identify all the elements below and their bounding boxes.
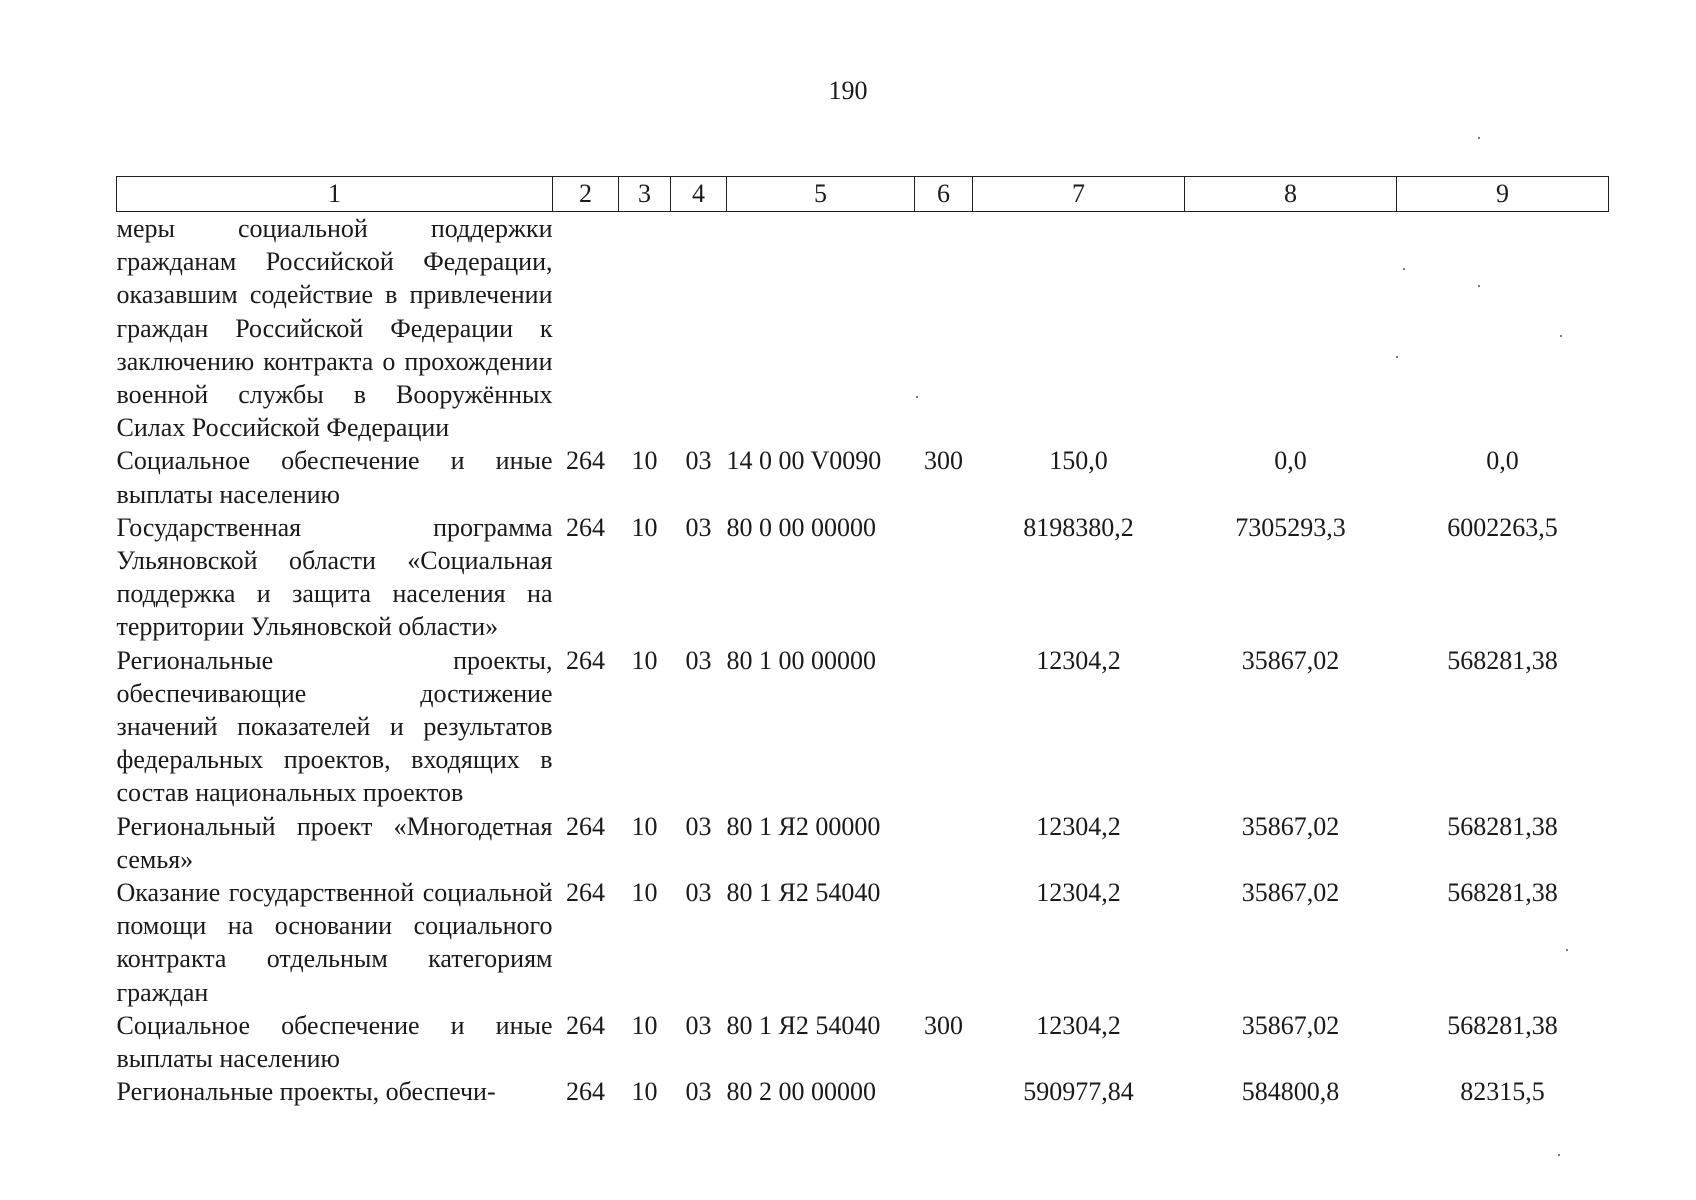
header-col-4: 4 — [671, 177, 727, 212]
row-section: 10 — [631, 1077, 658, 1107]
row-name: Региональные проекты, обеспечи- — [116, 1077, 496, 1107]
table-row — [117, 810, 1609, 876]
row-subsection: 03 — [685, 1077, 712, 1107]
row-amount-3: 568281,38 — [1447, 645, 1558, 675]
row-section: 10 — [631, 1010, 658, 1040]
scan-speck — [1396, 356, 1398, 358]
row-expense-type — [915, 876, 973, 1009]
row-amount-2: 7305293,3 — [1235, 512, 1346, 542]
row-name: Региональные проекты, обеспечивающие достижение значений показателей и результатов федеральных проектов, входящих в состав национальных проектов — [116, 645, 553, 808]
row-amount-2: 35867,02 — [1241, 1010, 1340, 1040]
row-amount-2: 35867,02 — [1241, 645, 1340, 675]
row-expense-type — [915, 810, 973, 876]
row-amount-3: 568281,38 — [1447, 878, 1558, 908]
table-row — [117, 876, 1609, 1009]
row-amount-1: 590977,84 — [1023, 1077, 1134, 1107]
row-section: 10 — [631, 878, 658, 908]
row-name: Социальное обеспечение и иные выплаты населению — [116, 1010, 553, 1074]
row-subsection: 03 — [685, 878, 712, 908]
row-target-code: 80 1 Я2 54040 — [726, 878, 881, 908]
header-col-6: 6 — [915, 177, 973, 212]
header-col-5: 5 — [727, 177, 915, 212]
row-amount-2: 35867,02 — [1241, 878, 1340, 908]
row-amount-1: 150,0 — [1049, 446, 1108, 476]
row-amount-3: 6002263,5 — [1447, 512, 1558, 542]
table-row — [117, 511, 1609, 644]
row-amount-1: 12304,2 — [1036, 645, 1121, 675]
scan-speck — [1560, 335, 1562, 337]
row-subsection: 03 — [685, 512, 712, 542]
table-row — [117, 1009, 1609, 1075]
table-header-row — [117, 177, 1609, 212]
header-col-8: 8 — [1185, 177, 1397, 212]
scan-speck — [1478, 285, 1480, 287]
scan-speck — [916, 396, 918, 398]
row-expense-type — [915, 1075, 973, 1108]
table-row — [117, 212, 1609, 445]
header-col-3: 3 — [619, 177, 671, 212]
row-section — [619, 212, 671, 445]
row-section: 10 — [631, 645, 658, 675]
row-amount-3: 568281,38 — [1447, 1010, 1558, 1040]
row-amount-3: 0,0 — [1486, 446, 1519, 476]
scan-speck — [1478, 137, 1480, 139]
row-grbs: 264 — [566, 878, 605, 908]
row-grbs: 264 — [566, 811, 605, 841]
row-expense-type — [915, 511, 973, 644]
row-name: меры социальной поддержки гражданам Российской Федерации, оказавшим содействие в привлечении граждан Российской Федерации к заключению контракта о прохождении военной службы в Вооружённых Силах Российской Федерации — [116, 214, 553, 443]
table-row — [117, 444, 1609, 510]
row-amount-3: 568281,38 — [1447, 811, 1558, 841]
scan-speck — [1403, 268, 1405, 270]
row-grbs: 264 — [566, 512, 605, 542]
row-section: 10 — [631, 512, 658, 542]
row-grbs — [553, 212, 619, 445]
row-amount-3 — [1397, 212, 1609, 445]
row-subsection: 03 — [685, 1010, 712, 1040]
row-target-code: 80 1 Я2 00000 — [726, 811, 881, 841]
row-amount-1 — [973, 212, 1185, 445]
table-row — [117, 644, 1609, 810]
header-col-7: 7 — [973, 177, 1185, 212]
row-amount-2: 0,0 — [1274, 446, 1307, 476]
row-grbs: 264 — [566, 1010, 605, 1040]
row-amount-1: 8198380,2 — [1023, 512, 1134, 542]
header-col-9: 9 — [1397, 177, 1609, 212]
row-amount-3: 82315,5 — [1460, 1077, 1545, 1107]
row-grbs: 264 — [566, 1077, 605, 1107]
row-target-code: 14 0 00 V0090 — [726, 446, 882, 476]
row-target-code: 80 2 00 00000 — [726, 1077, 876, 1107]
row-amount-2 — [1185, 212, 1397, 445]
scan-speck — [1558, 1154, 1560, 1156]
header-col-2: 2 — [553, 177, 619, 212]
row-subsection: 03 — [685, 811, 712, 841]
row-target-code — [727, 212, 915, 445]
row-expense-type — [915, 644, 973, 810]
row-name: Оказание государственной социальной помощи на основании социального контракта отдельным категориям граждан — [116, 878, 553, 1007]
row-subsection: 03 — [685, 446, 712, 476]
row-expense-type: 300 — [924, 446, 963, 476]
row-name: Государственная программа Ульяновской области «Социальная поддержка и защита населения на территории Ульяновской области» — [116, 512, 553, 642]
row-amount-2: 35867,02 — [1241, 811, 1340, 841]
row-target-code: 80 0 00 00000 — [726, 512, 876, 542]
header-col-1: 1 — [117, 177, 553, 212]
page-number: 190 — [828, 76, 868, 105]
row-amount-1: 12304,2 — [1036, 811, 1121, 841]
scan-speck — [1566, 949, 1568, 951]
row-subsection: 03 — [685, 645, 712, 675]
row-amount-2: 584800,8 — [1241, 1077, 1340, 1107]
row-target-code: 80 1 00 00000 — [726, 645, 876, 675]
table-row — [117, 1075, 1609, 1108]
row-section: 10 — [631, 811, 658, 841]
row-grbs: 264 — [566, 645, 605, 675]
row-expense-type: 300 — [924, 1010, 963, 1040]
budget-table — [116, 176, 1609, 1108]
row-subsection — [671, 212, 727, 445]
row-name: Региональный проект «Многодетная семья» — [116, 811, 553, 874]
row-name: Социальное обеспечение и иные выплаты населению — [116, 446, 553, 509]
row-target-code: 80 1 Я2 54040 — [726, 1010, 881, 1040]
row-grbs: 264 — [566, 446, 605, 476]
row-expense-type — [915, 212, 973, 445]
row-section: 10 — [631, 446, 658, 476]
row-amount-1: 12304,2 — [1036, 1010, 1121, 1040]
row-amount-1: 12304,2 — [1036, 878, 1121, 908]
